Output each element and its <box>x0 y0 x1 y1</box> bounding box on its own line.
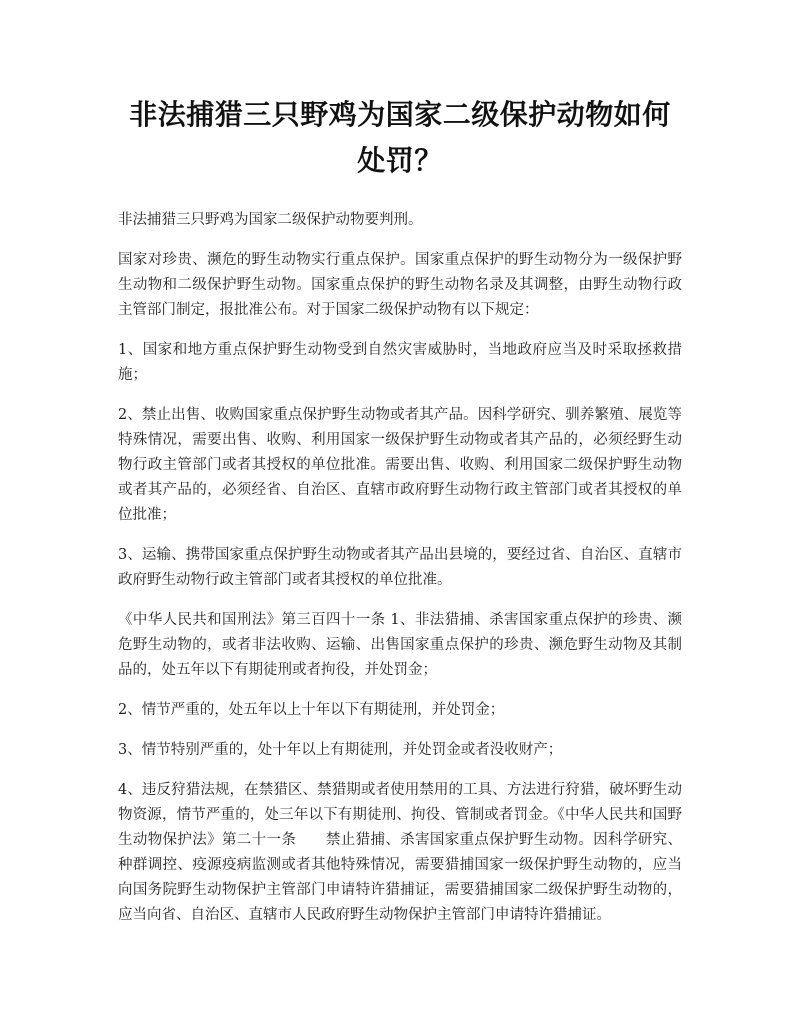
paragraph-rule-3: 3、运输、携带国家重点保护野生动物或者其产品出县境的，要经过省、自治区、直辖市政府野生动物行政主管部门或者其授权的单位批准。 <box>118 547 682 588</box>
document-page <box>118 92 682 943</box>
paragraph-summary: 非法捕猎三只野鸡为国家二级保护动物要判刑。 <box>118 212 423 228</box>
document-title: 非法捕猎三只野鸡为国家二级保护动物如何处罚？ <box>129 98 671 177</box>
paragraph-criminal-law: 《中华人民共和国刑法》第三百四十一条 1、非法猎捕、杀害国家重点保护的珍贵、濒危野生动物的，或者非法收购、运输、出售国家重点保护的珍贵、濒危野生动物及其制品的，处五年以下有期徒刑或者拘役，并处罚金； <box>118 612 682 678</box>
paragraph-protection-overview: 国家对珍贵、濒危的野生动物实行重点保护。国家重点保护的野生动物分为一级保护野生动物和二级保护野生动物。国家重点保护的野生动物名录及其调整，由野生动物行政主管部门制定，报批准公布。对于国家二级保护动物有以下规定： <box>118 252 682 318</box>
paragraph-hunting-law: 4、违反狩猎法规，在禁猎区、禁猎期或者使用禁用的工具、方法进行狩猎，破坏野生动物资源，情节严重的，处三年以下有期徒刑、拘役、管制或者罚金。《中华人民共和国野生动物保护法》第二十一条 禁止猎捕、杀害国家重点保护野生动物。因科学研究、种群调控、疫源疫病监测或者其他特殊情况，需要猎捕国家一级保护野生动物的，应当向国务院野生动物保护主管部门申请特许猎捕证，需要猎捕国家二级保护野生动物的，应当向省、自治区、直辖市人民政府野生动物保护主管部门申请特许猎捕证。 <box>118 782 682 923</box>
paragraph-penalty-very-serious: 3、情节特别严重的，处十年以上有期徒刑，并处罚金或者没收财产； <box>118 742 563 758</box>
paragraph-rule-2: 2、禁止出售、收购国家重点保护野生动物或者其产品。因科学研究、驯养繁殖、展览等特殊情况，需要出售、收购、利用国家一级保护野生动物或者其产品的，必须经野生动物行政主管部门或者其授权的单位批准。需要出售、收购、利用国家二级保护野生动物或者其产品的，必须经省、自治区、直辖市政府野生动物行政主管部门或者其授权的单位批准； <box>118 407 682 523</box>
paragraph-rule-1: 1、国家和地方重点保护野生动物受到自然灾害威胁时，当地政府应当及时采取拯救措施； <box>118 342 682 383</box>
paragraph-penalty-serious: 2、情节严重的，处五年以上十年以下有期徒刑，并处罚金； <box>118 702 505 718</box>
document-body <box>118 208 682 928</box>
